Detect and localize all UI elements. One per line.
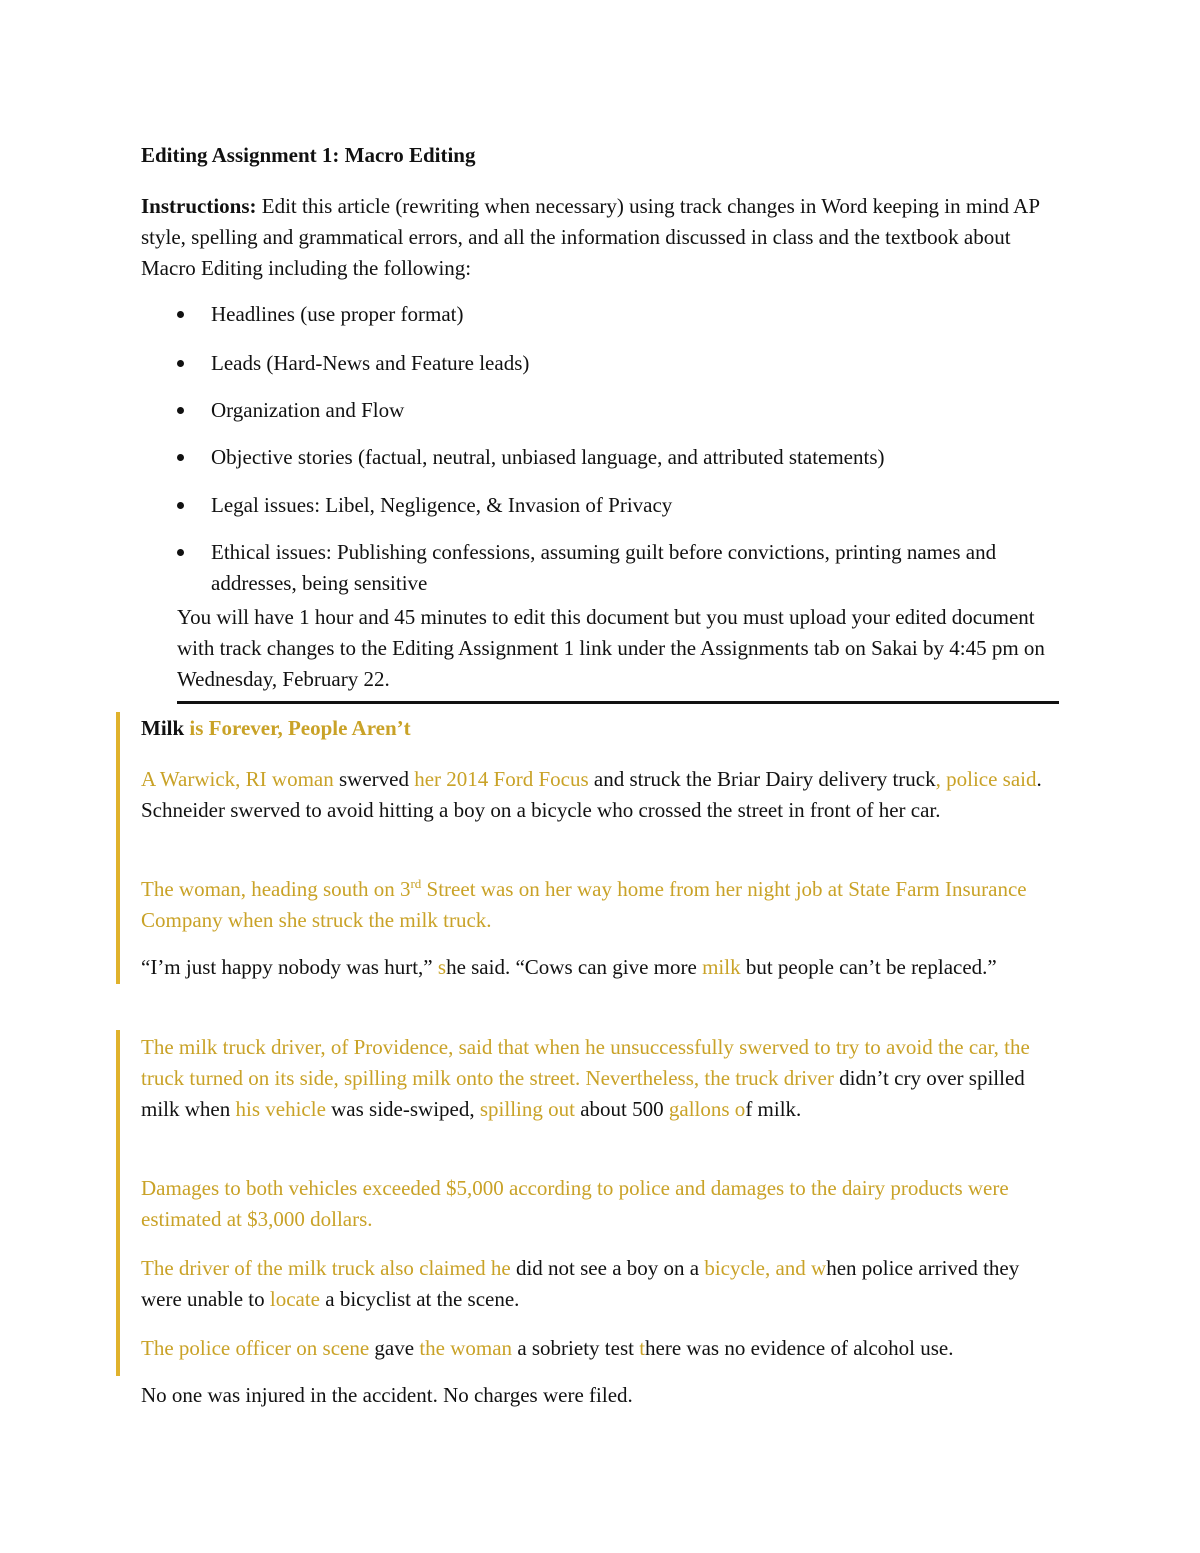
text-run: “I’m just happy nobody was hurt,”: [141, 955, 438, 979]
list-item-text: Objective stories (factual, neutral, unbiased language, and attributed statements): [211, 445, 885, 469]
bullet-icon: [177, 360, 184, 367]
tracked-change: bicycle, and w: [704, 1256, 827, 1280]
text-run: and struck the Briar Dairy delivery truck: [588, 767, 936, 791]
list-item-text: Organization and Flow: [211, 398, 405, 422]
tracked-change: police said: [940, 767, 1037, 791]
article-paragraph: [141, 1032, 1056, 1125]
text-run: a sobriety test: [512, 1336, 640, 1360]
tracked-change: gallons o: [668, 1097, 746, 1121]
list-item-text: Leads (Hard-News and Feature leads): [211, 351, 530, 375]
text-run: but people can’t be replaced.”: [740, 955, 997, 979]
list-item-text: Headlines (use proper format): [211, 302, 464, 326]
bullet-icon: [177, 549, 184, 556]
text-run: about 500: [574, 1097, 669, 1121]
text-run: hen police arrived they were unable to: [141, 1256, 1020, 1311]
tracked-change: A Warwick, RI woman: [141, 767, 334, 791]
tracked-change: t: [639, 1336, 646, 1360]
text-run: swerved: [333, 767, 415, 791]
list-item-text: Legal issues: Libel, Negligence, & Invasion of Privacy: [211, 493, 673, 517]
headline-original: Milk: [141, 716, 185, 740]
article-paragraph: [141, 764, 1056, 826]
instructions-label: Instructions:: [141, 194, 257, 218]
tracked-change: The police officer on scene: [141, 1336, 370, 1360]
instructions-paragraph: [141, 191, 1061, 284]
article-paragraph: [141, 1253, 1056, 1315]
tracked-change: locate: [269, 1287, 321, 1311]
text-run: didn’t cry over spilled milk when: [141, 1066, 1025, 1121]
text-run: f milk.: [745, 1097, 802, 1121]
instructions-text: Edit this article (rewriting when necessary) using track changes in Word keeping in mind AP style, spelling and grammatical errors, and all the information discussed in class and the textbook about Macro Editing including the following:: [141, 194, 1040, 280]
text-run: he said. “Cows can give more: [446, 955, 703, 979]
tracked-change: his vehicle: [235, 1097, 326, 1121]
text-run: gave: [369, 1336, 420, 1360]
change-bar: [116, 712, 120, 984]
text-run: . Schneider swerved to avoid hitting a boy on a bicycle who crossed the street in front of her car.: [141, 767, 1042, 822]
text-run: here was no evidence of alcohol use.: [645, 1336, 954, 1360]
article-paragraph: [141, 1333, 1056, 1364]
bullet-icon: [177, 502, 184, 509]
list-item-text: Ethical issues: Publishing confessions, assuming guilt before convictions, printing names and addresses, being sensitive: [211, 540, 997, 595]
tracked-change: rd: [410, 876, 422, 891]
assignment-title: Editing Assignment 1: Macro Editing: [141, 143, 476, 167]
bullet-icon: [177, 454, 184, 461]
tracked-change: The milk truck driver, of Providence, said that when he unsuccessfully swerved to try to avoid the car, the truck turned on its side, spilling milk onto the street. Nevertheless, the truck driver: [141, 1035, 1030, 1090]
article-paragraph: Damages to both vehicles exceeded $5,000 according to police and damages to the dairy products were estimated at $3,000 dollars.: [141, 1176, 1009, 1231]
tracked-change: Street was on her way home from her night job at State Farm Insurance Company when she struck the milk truck.: [141, 877, 1027, 932]
tracked-change: milk: [702, 955, 741, 979]
text-run: a bicyclist at the scene.: [320, 1287, 520, 1311]
article-headline: [141, 716, 411, 741]
text-run: was side-swiped,: [325, 1097, 480, 1121]
bullet-icon: [177, 311, 184, 318]
headline-inserted: is Forever, People Aren’t: [184, 716, 411, 740]
tracked-change: s: [437, 955, 447, 979]
article-paragraph: No one was injured in the accident. No charges were filed.: [141, 1383, 633, 1407]
tracked-change: ,: [935, 767, 941, 791]
tracked-change: The driver of the milk truck also claimed he: [141, 1256, 511, 1280]
text-run: did not see a boy on a: [510, 1256, 705, 1280]
bullet-icon: [177, 407, 184, 414]
tracked-change: spilling out: [479, 1097, 575, 1121]
article-paragraph: [141, 874, 1056, 936]
tracked-change: The woman, heading south on 3: [141, 877, 411, 901]
article-paragraph: [141, 952, 1056, 983]
deadline-paragraph: You will have 1 hour and 45 minutes to edit this document but you must upload your edited document with track changes to the Editing Assignment 1 link under the Assignments tab on Sakai by 4:45 pm on Wednesday, February 22.: [177, 602, 1059, 704]
change-bar: [116, 1030, 120, 1376]
tracked-change: the woman: [419, 1336, 513, 1360]
tracked-change: her 2014 Ford Focus: [414, 767, 589, 791]
